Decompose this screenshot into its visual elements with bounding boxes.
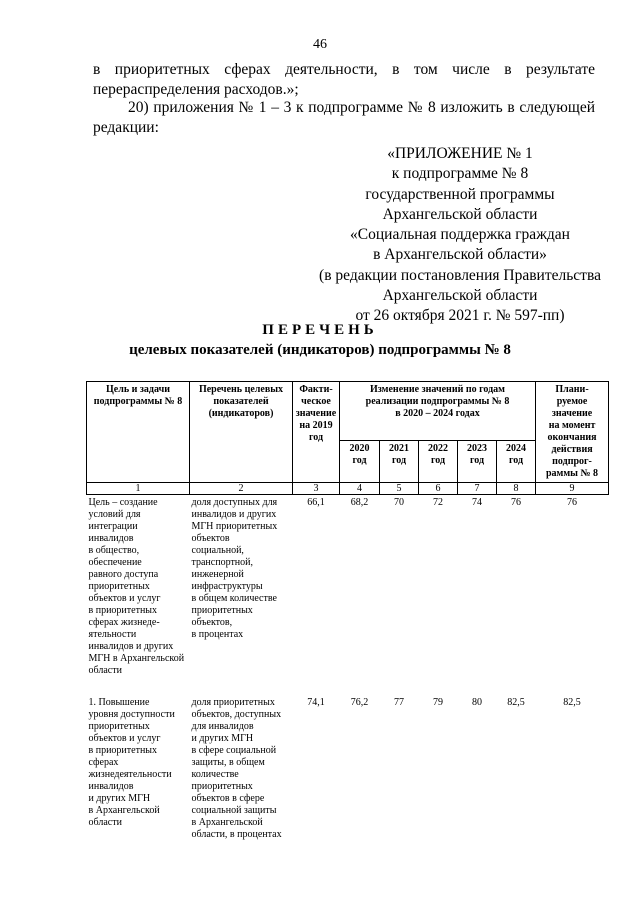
cell-line: объектов и услуг (88, 593, 161, 604)
cell-line: объектов и услуг (88, 733, 161, 744)
appendix-line: в Архангельской области» (373, 246, 547, 264)
value-2022: 79 (433, 697, 443, 708)
paragraph-line: редакции: (93, 119, 159, 136)
cell-line: социальной, (191, 545, 244, 556)
header-change-by-year (340, 382, 536, 441)
header-year-2023 (458, 441, 497, 483)
document-subtitle: целевых показателей (индикаторов) подпрограммы № 8 (129, 342, 511, 358)
value-2023: 80 (472, 697, 482, 708)
cell-line: инвалидов и других (88, 641, 174, 652)
header-line: год (430, 455, 446, 467)
header-goal (87, 382, 190, 483)
header-line: год (391, 455, 407, 467)
cell-line: области, в процентах (191, 829, 282, 840)
header-line: год (508, 455, 524, 467)
header-year-2022 (419, 441, 458, 483)
header-line: на 2019 (299, 420, 333, 431)
paragraph-line: в приоритетных сферах деятельности, в том числе в результате (93, 61, 595, 78)
column-number: 4 (340, 483, 380, 495)
page-number: 46 (313, 37, 327, 52)
header-line: реализации подпрограммы № 8 (365, 396, 510, 407)
column-number: 3 (293, 483, 340, 495)
header-line: в 2020 – 2024 годах (395, 408, 480, 419)
cell-line: области (88, 665, 122, 676)
appendix-line: Архангельской области (382, 205, 538, 223)
appendix-line: Архангельской области (382, 287, 538, 305)
header-line: Перечень целевых (198, 384, 284, 395)
header-actual-2019 (293, 382, 340, 483)
column-number: 7 (458, 483, 497, 495)
indicators-table (86, 381, 609, 843)
column-number: 2 (190, 483, 293, 495)
header-line: подпрограммы № 8 (93, 396, 183, 407)
row-spacer (87, 679, 609, 695)
header-line: ческое (301, 396, 331, 407)
appendix-line: государственной программы (365, 185, 555, 203)
actual-2019-value: 66,1 (307, 497, 325, 508)
value-2020: 76,2 (350, 697, 369, 708)
indicator-cell (190, 695, 293, 843)
cell-line: количестве (191, 769, 239, 780)
cell-line: объектов, доступных (191, 709, 282, 720)
cell-line: инженерной (191, 569, 244, 580)
cell-line: сферах жизнеде- (88, 617, 160, 628)
cell-line: в процентах (191, 629, 244, 640)
header-line: Факти- (299, 384, 333, 395)
intro-paragraph-1 (93, 60, 595, 100)
intro-paragraph-2 (93, 98, 595, 138)
appendix-line: «ПРИЛОЖЕНИЕ № 1 (387, 145, 533, 162)
value-2023: 74 (472, 497, 482, 508)
cell-line: в Архангельской (191, 817, 263, 828)
value-2022: 72 (433, 497, 443, 508)
header-line: значение (551, 408, 593, 419)
header-line: значение (295, 408, 337, 419)
cell-line: условий для (88, 509, 141, 520)
cell-line: и других МГН (88, 793, 151, 804)
cell-line: социальной защиты (191, 805, 277, 816)
cell-line: для инвалидов (191, 721, 254, 732)
appendix-line: к подпрограмме № 8 (391, 165, 529, 183)
value-2020: 68,2 (350, 497, 369, 508)
column-number: 5 (380, 483, 419, 495)
header-line: (индикаторов) (208, 408, 274, 419)
cell-line: объектов в сфере (191, 793, 265, 804)
value-2024: 82,5 (507, 697, 525, 708)
planned-value: 76 (567, 497, 578, 508)
actual-2019-value: 74,1 (307, 697, 325, 708)
cell-line: жизнедеятельности (88, 769, 172, 780)
header-line: Плани- (555, 384, 589, 395)
cell-line: транспортной, (191, 557, 254, 568)
cell-line: приоритетных (88, 721, 150, 732)
cell-line: в приоритетных (88, 605, 158, 616)
cell-line: Цель – создание (88, 497, 158, 508)
header-line: 2020 (349, 443, 370, 455)
planned-value: 82,5 (563, 697, 581, 708)
cell-line: защиты, в общем (191, 757, 265, 768)
column-number: 6 (419, 483, 458, 495)
header-year-2024 (497, 441, 536, 483)
header-line: 2021 (389, 443, 409, 455)
header-year-2021 (380, 441, 419, 483)
paragraph-line: 20) приложения № 1 – 3 к подпрограмме № 8 изложить в следующей (128, 99, 595, 116)
header-line: Цель и задачи (106, 384, 170, 395)
cell-line: обеспечение (88, 557, 142, 568)
cell-line: МГН в Архангельской (88, 653, 185, 664)
cell-line: в общем количестве (191, 593, 277, 604)
cell-line: приоритетных (191, 605, 253, 616)
document-title: ПЕРЕЧЕНЬ (262, 322, 378, 338)
appendix-heading-block (290, 144, 630, 327)
cell-line: в приоритетных (88, 745, 158, 756)
cell-line: инвалидов и других (191, 509, 277, 520)
cell-line: объектов, (191, 617, 233, 628)
cell-line: 1. Повышение (88, 697, 150, 708)
header-line: 2024 (506, 443, 527, 455)
header-year-2020 (340, 441, 380, 483)
goal-cell (87, 495, 190, 680)
value-2021: 70 (394, 497, 404, 508)
value-2024: 76 (511, 497, 522, 508)
cell-line: приоритетных (191, 781, 253, 792)
column-number: 8 (497, 483, 536, 495)
cell-line: интеграции (88, 521, 138, 532)
cell-line: области (88, 817, 122, 828)
value-2021: 77 (394, 697, 404, 708)
header-line: действия (551, 444, 593, 455)
column-number: 1 (87, 483, 190, 495)
header-line: 2023 (467, 443, 487, 455)
header-line: Изменение значений по годам (370, 384, 505, 395)
paragraph-line: перераспределения расходов.»; (93, 81, 299, 98)
appendix-line: от 26 октября 2021 г. № 597-пп) (355, 307, 565, 325)
cell-line: уровня доступности (88, 709, 175, 720)
appendix-line: (в редакции постановления Правительства (319, 266, 601, 284)
cell-line: инфраструктуры (191, 581, 263, 592)
cell-line: МГН приоритетных (191, 521, 278, 532)
table-row (87, 695, 609, 843)
header-line: руемое (556, 396, 588, 407)
header-line: год (469, 455, 485, 467)
header-line: год (308, 432, 324, 443)
header-line: год (352, 455, 367, 467)
cell-line: приоритетных (88, 581, 150, 592)
table-row (87, 495, 609, 680)
header-line: на момент (548, 420, 596, 431)
cell-line: в сфере социальной (191, 745, 277, 756)
indicator-cell (190, 495, 293, 680)
goal-cell (87, 695, 190, 843)
cell-line: объектов (191, 533, 230, 544)
cell-line: в общество, (88, 545, 140, 556)
header-indicators (190, 382, 293, 483)
cell-line: доля приоритетных (191, 697, 275, 708)
cell-line: инвалидов (88, 781, 134, 792)
cell-line: ятельности (88, 629, 137, 640)
column-number-row (87, 483, 609, 495)
header-line: подпрог- (552, 456, 592, 467)
header-line: 2022 (428, 443, 448, 455)
cell-line: сферах (88, 757, 119, 768)
cell-line: равного доступа (88, 569, 159, 580)
cell-line: и других МГН (191, 733, 254, 744)
cell-line: инвалидов (88, 533, 134, 544)
header-line: показателей (213, 396, 269, 407)
header-planned (536, 382, 609, 483)
column-number: 9 (536, 483, 609, 495)
header-line: окончания (547, 432, 597, 443)
appendix-line: «Социальная поддержка граждан (350, 226, 570, 244)
header-line: раммы № 8 (546, 468, 599, 479)
cell-line: доля доступных для (191, 497, 278, 508)
cell-line: в Архангельской (88, 805, 160, 816)
